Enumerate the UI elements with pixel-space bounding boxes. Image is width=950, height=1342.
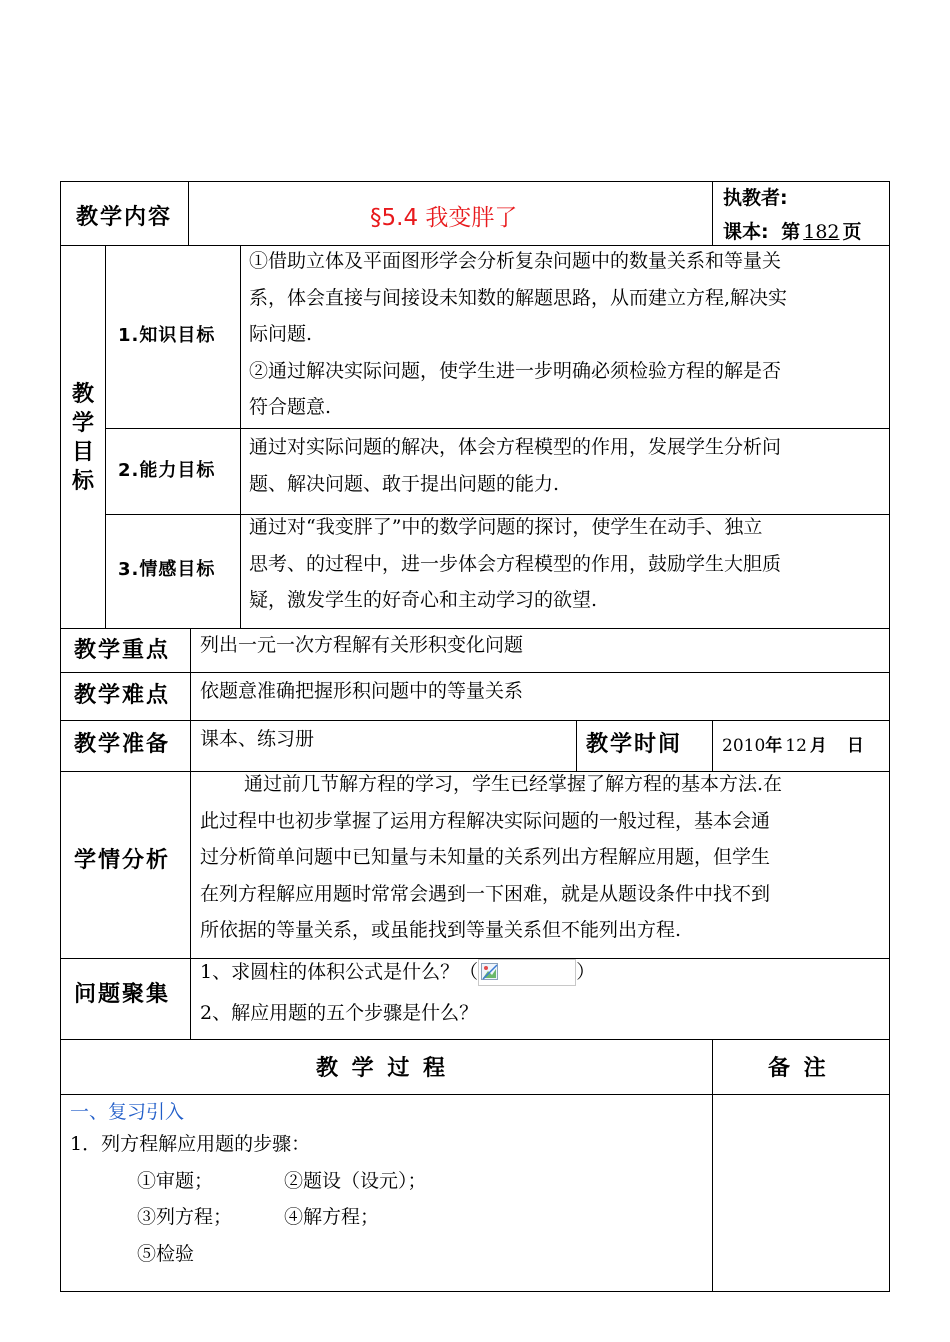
divider <box>576 720 577 772</box>
text-line: 题、解决问题、敢于提出问题的能力. <box>249 472 560 495</box>
text-line: 过分析简单问题中已知量与未知量的关系列出方程解应用题，但学生 <box>200 846 771 868</box>
ability-objective-label: 2.能力目标 <box>118 460 216 481</box>
divider <box>60 720 890 721</box>
objectives-label-char: 教 <box>71 382 94 407</box>
teacher-label: 执教者: <box>723 187 788 209</box>
process-header: 教 学 过 程 <box>316 1056 448 1081</box>
textbook-label: 课本: <box>723 221 769 243</box>
page-prefix: 第 <box>781 221 801 243</box>
objectives-label <box>68 380 98 496</box>
divider <box>188 181 189 246</box>
divider <box>240 245 241 628</box>
question-1-prefix: 1、求圆柱的体积公式是什么？（ <box>200 961 479 983</box>
questions-label: 问题聚集 <box>74 982 171 1007</box>
divider <box>60 1039 890 1040</box>
preparation-text: 课本、练习册 <box>200 728 315 750</box>
table-border-top <box>60 181 890 182</box>
divider <box>190 628 191 1040</box>
content-label: 教学内容 <box>76 205 173 230</box>
text-line: ①借助立体及平面图形学会分析复杂问题中的数量关系和等量关 <box>249 250 782 272</box>
question-2: 2、解应用题的五个步骤是什么？ <box>200 1002 479 1024</box>
step-5: ⑤检验 <box>137 1243 195 1265</box>
difficulty-label: 教学难点 <box>74 683 171 708</box>
date-year: 2010 <box>722 736 766 756</box>
broken-image-placeholder <box>478 959 576 984</box>
divider <box>712 181 713 246</box>
objectives-label-char: 标 <box>71 469 94 494</box>
process-item-1: 1．列方程解应用题的步骤： <box>70 1133 311 1155</box>
objectives-label-char: 学 <box>71 411 94 436</box>
broken-image-icon <box>481 963 499 981</box>
date-month: 12 <box>785 736 807 756</box>
notes-header: 备 注 <box>768 1056 829 1081</box>
divider <box>60 1094 890 1095</box>
key-point-label: 教学重点 <box>74 638 171 663</box>
date-year-unit: 年 <box>765 736 783 756</box>
knowledge-objective-label: 1.知识目标 <box>118 325 216 346</box>
teaching-date <box>722 731 864 756</box>
step-1: ①审题； <box>137 1170 214 1192</box>
text-line: 在列方程解应用题时常常会遇到一下困难，就是从题设条件中找不到 <box>200 882 771 905</box>
section-title: 一、复习引入 <box>70 1101 185 1123</box>
knowledge-objective-text <box>249 243 787 426</box>
divider <box>712 720 713 772</box>
key-point-text: 列出一元一次方程解有关形积变化问题 <box>200 634 524 656</box>
divider <box>712 1039 713 1292</box>
text-line: ②通过解决实际问题，使学生进一步明确必须检验方程的解是否 <box>249 359 782 382</box>
question-1-suffix: ） <box>576 961 596 983</box>
preparation-label: 教学准备 <box>74 732 171 757</box>
analysis-label: 学情分析 <box>74 848 171 873</box>
text-line: 通过对实际问题的解决，体会方程模型的作用，发展学生分析问 <box>249 436 782 458</box>
date-day-unit: 日 <box>846 736 864 756</box>
text-line: 此过程中也初步掌握了运用方程解决实际问题的一般过程，基本会通 <box>200 809 771 832</box>
ability-objective-text <box>249 429 781 502</box>
step-2: ②题设（设元）； <box>284 1170 427 1192</box>
text-line: 所依据的等量关系，或虽能找到等量关系但不能列出方程. <box>200 919 682 941</box>
textbook-page <box>723 217 862 244</box>
analysis-text <box>200 766 782 949</box>
page-number: 182 <box>803 221 840 243</box>
text-line: 思考、的过程中，进一步体会方程模型的作用，鼓励学生大胆质 <box>249 552 782 575</box>
date-month-unit: 月 <box>809 736 827 756</box>
emotion-objective-text <box>249 509 781 619</box>
teaching-time-label: 教学时间 <box>586 732 683 757</box>
text-line: 通过前几节解方程的学习，学生已经掌握了解方程的基本方法.在 <box>244 773 783 795</box>
page-suffix: 页 <box>842 221 862 243</box>
table-border-left <box>60 181 61 1292</box>
emotion-objective-label: 3.情感目标 <box>118 559 216 580</box>
lesson-title: §5.4 我变胖了 <box>370 205 518 231</box>
text-line: 系，体会直接与间接设未知数的解题思路，从而建立方程,解决实 <box>249 286 788 309</box>
table-border-right <box>889 181 890 1292</box>
divider <box>105 245 106 628</box>
text-line: 际问题. <box>249 323 313 345</box>
step-3: ③列方程； <box>137 1206 233 1228</box>
table-border-bottom <box>60 1291 890 1292</box>
text-line: 通过对“我变胖了”中的数学问题的探讨，使学生在动手、独立 <box>249 516 763 538</box>
text-line: 符合题意. <box>249 396 332 418</box>
text-line: 疑，激发学生的好奇心和主动学习的欲望. <box>249 589 598 611</box>
objectives-label-char: 目 <box>71 440 94 465</box>
difficulty-text: 依题意准确把握形积问题中的等量关系 <box>200 680 524 702</box>
question-1 <box>200 954 595 991</box>
step-4: ④解方程； <box>284 1206 380 1228</box>
